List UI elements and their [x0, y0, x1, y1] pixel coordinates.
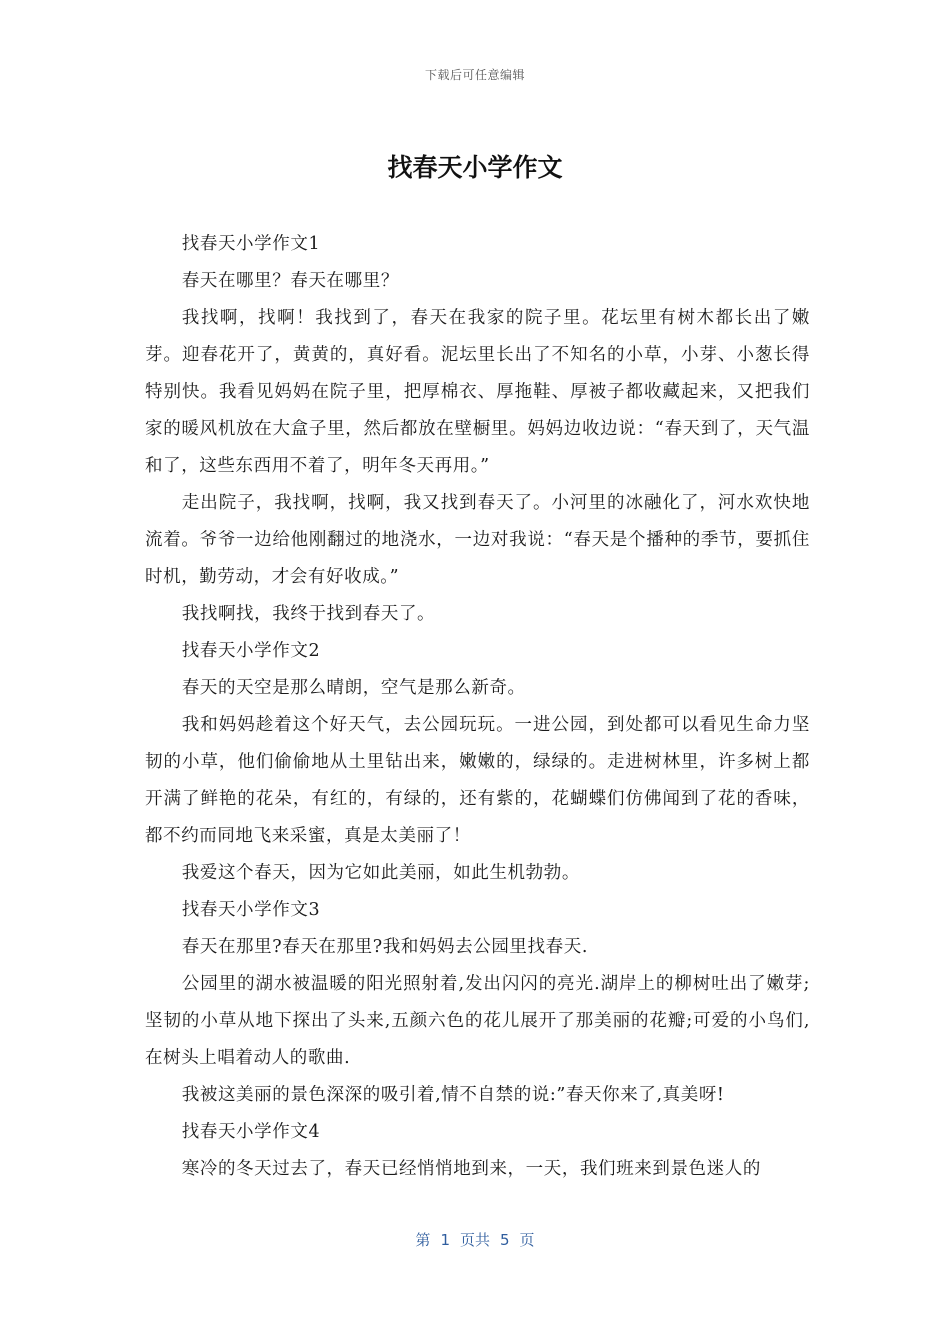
- paragraph-section-heading-1: 找春天小学作文1: [181, 234, 321, 254]
- footer-page-number: 1: [440, 1231, 450, 1249]
- paragraph: 我和妈妈趁着这个好天气，去公园玩玩。一进公园，到处都可以看见生命力坚韧的小草，他们偷偷地从土里钻出来，嫩嫩的，绿绿的。走进树林里，许多树上都开满了鲜艳的花朵，有红的，有绿的，还有紫的，花蝴蝶们仿佛闻到了花的香味，都不约而同地飞来采蜜，真是太美丽了！: [145, 715, 810, 846]
- paragraph: 我找啊找，我终于找到春天了。: [181, 604, 436, 624]
- footer-middle: 页共: [459, 1231, 490, 1249]
- paragraph: 我被这美丽的景色深深的吸引着,情不自禁的说:”春天你来了,真美呀!: [181, 1085, 725, 1105]
- paragraph-section-heading-3: 找春天小学作文3: [181, 900, 321, 920]
- page-header: 下载后可任意编辑: [424, 68, 525, 82]
- paragraph: 走出院子，我找啊，找啊，我又找到春天了。小河里的冰融化了，河水欢快地流着。爷爷一边给他刚翻过的地浇水，一边对我说：“春天是个播种的季节，要抓住时机，勤劳动，才会有好收成。”: [145, 493, 810, 587]
- paragraph: 春天的天空是那么晴朗，空气是那么新奇。: [181, 678, 526, 698]
- page-footer: [0, 1229, 950, 1250]
- footer-prefix: 第: [415, 1231, 431, 1249]
- paragraph: 我爱这个春天，因为它如此美丽，如此生机勃勃。: [181, 863, 580, 883]
- paragraph: 我找啊，找啊！我找到了，春天在我家的院子里。花坛里有树木都长出了嫩芽。迎春花开了，黄黄的，真好看。泥坛里长出了不知名的小草，小芽、小葱长得特别快。我看见妈妈在院子里，把厚棉衣、厚拖鞋、厚被子都收藏起来，又把我们家的暖风机放在大盒子里，然后都放在壁橱里。妈妈边收边说：“春天到了，天气温和了，这些东西用不着了，明年冬天再用。”: [145, 308, 810, 476]
- paragraph: 春天在那里?春天在那里?我和妈妈去公园里找春天.: [181, 937, 588, 957]
- document-body: [145, 226, 810, 1188]
- footer-total-pages: 5: [500, 1231, 510, 1249]
- paragraph-section-heading-4: 找春天小学作文4: [181, 1122, 321, 1142]
- document-title: 找春天小学作文: [387, 153, 563, 182]
- paragraph: 公园里的湖水被温暖的阳光照射着,发出闪闪的亮光.湖岸上的柳树吐出了嫩芽;坚韧的小草从地下探出了头来,五颜六色的花儿展开了那美丽的花瓣;可爱的小鸟们,在树头上唱着动人的歌曲.: [145, 974, 810, 1068]
- paragraph-section-heading-2: 找春天小学作文2: [181, 641, 321, 661]
- footer-suffix: 页: [519, 1231, 535, 1249]
- paragraph: 寒冷的冬天过去了，春天已经悄悄地到来，一天，我们班来到景色迷人的: [181, 1159, 761, 1179]
- paragraph: 春天在哪里？春天在哪里？: [181, 271, 399, 291]
